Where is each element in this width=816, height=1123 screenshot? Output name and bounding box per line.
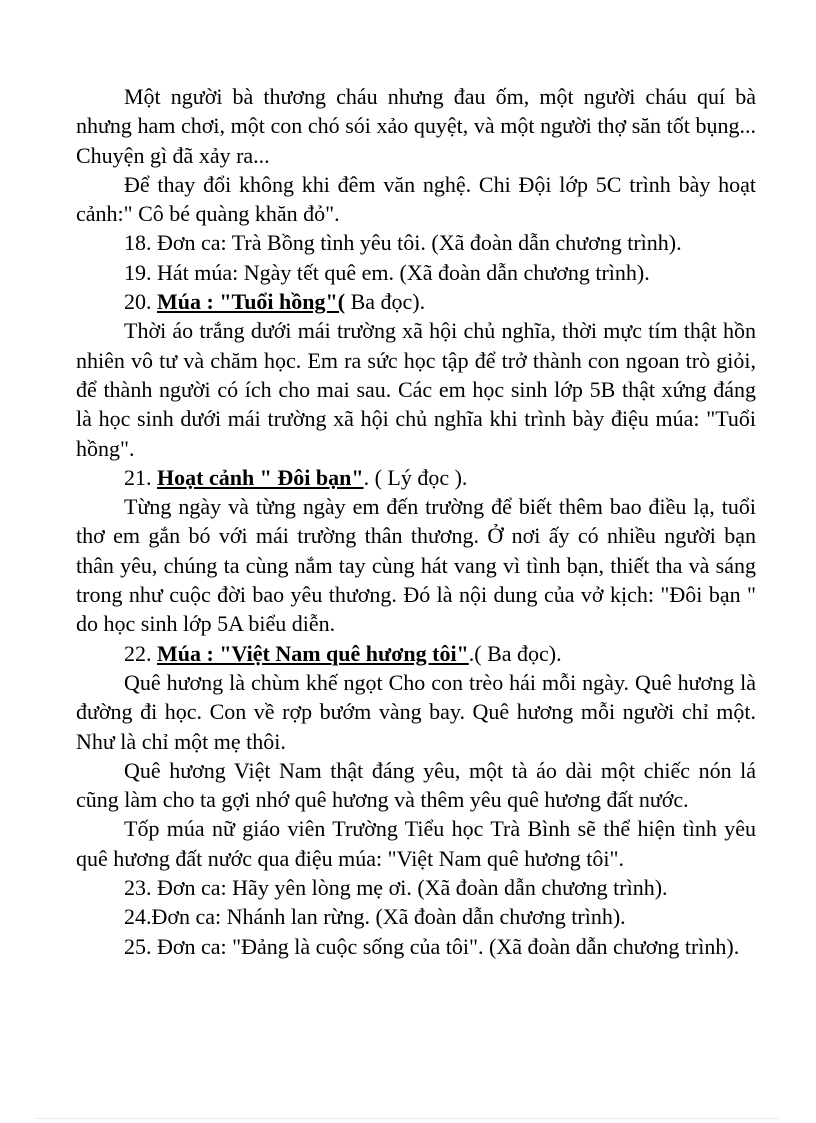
item-reader: . ( Lý đọc ).: [363, 464, 468, 490]
paragraph-top-mua: Tốp múa nữ giáo viên Trường Tiểu học Trà Bình sẽ thể hiện tình yêu quê hương đất nước qua điệu múa: "Việt Nam quê hương tôi".: [76, 816, 756, 871]
document-body: [76, 82, 756, 961]
paragraph-tuoi-hong: Thời áo trắng dưới mái trường xã hội chủ nghĩa, thời mực tím thật hồn nhiên vô tư và chăm học. Em ra sức học tập để trở thành con ngoan trò giỏi, để thành người có ích cho mai sau. Các em học sinh lớp 5B thật xứng đáng là học sinh dưới mái trường xã hội chủ nghĩa khi trình bày điệu múa: "Tuổi hồng".: [76, 318, 756, 461]
item-title: Múa : "Tuổi hồng"(: [157, 289, 346, 315]
program-item-23: 23. Đơn ca: Hãy yên lòng mẹ ơi. (Xã đoàn dẫn chương trình).: [124, 875, 668, 901]
program-item-24: 24.Đơn ca: Nhánh lan rừng. (Xã đoàn dẫn chương trình).: [124, 904, 626, 930]
paragraph-skit-intro: Để thay đổi không khi đêm văn nghệ. Chi Đội lớp 5C trình bày hoạt cảnh:" Cô bé quàng khăn đỏ".: [76, 171, 756, 227]
program-item-20: [76, 287, 756, 316]
program-item-25: 25. Đơn ca: "Đảng là cuộc sống của tôi". (Xã đoàn dẫn chương trình).: [124, 933, 740, 959]
item-number: 22.: [124, 640, 157, 666]
program-item-22: [76, 639, 756, 668]
program-item-18: 18. Đơn ca: Trà Bồng tình yêu tôi. (Xã đoàn dẫn chương trình).: [124, 230, 682, 256]
item-reader: .( Ba đọc).: [468, 640, 562, 666]
item-number: 20.: [124, 289, 157, 315]
item-title: Múa : "Việt Nam quê hương tôi": [157, 640, 469, 666]
paragraph-que-huong-poem: Quê hương là chùm khế ngọt Cho con trèo hái mỗi ngày. Quê hương là đường đi học. Con về rợp bướm vàng bay. Quê hương mỗi người chỉ một. Như là chỉ một mẹ thôi.: [76, 669, 756, 754]
item-number: 21.: [124, 464, 157, 490]
program-item-19: 19. Hát múa: Ngày tết quê em. (Xã đoàn dẫn chương trình).: [124, 259, 650, 285]
item-reader: Ba đọc).: [345, 289, 426, 315]
paragraph-doi-ban: Từng ngày và từng ngày em đến trường để biết thêm bao điều lạ, tuổi thơ em gắn bó với mái trường thân thương. Ở nơi ấy có nhiều người bạn thân yêu, chúng ta cùng nắm tay cùng hát vang vì tình bạn, thiết tha và sáng trong như cuộc đời bao yêu thương. Đó là nội dung của vở kịch: "Đôi bạn " do học sinh lớp 5A biểu diễn.: [76, 494, 756, 637]
paragraph-intro-story: Một người bà thương cháu nhưng đau ốm, một người cháu quí bà nhưng ham chơi, một con chó sói xảo quyệt, và một người thợ săn tốt bụng... Chuyện gì đã xảy ra...: [76, 84, 756, 168]
page-bottom-divider: [36, 1118, 780, 1119]
item-title: Hoạt cảnh " Đôi bạn": [157, 464, 364, 490]
program-item-21: [76, 463, 756, 492]
paragraph-que-huong-viet-nam: Quê hương Việt Nam thật đáng yêu, một tà áo dài một chiếc nón lá cũng làm cho ta gợi nhớ quê hương và thêm yêu quê hương đất nước.: [76, 757, 756, 813]
